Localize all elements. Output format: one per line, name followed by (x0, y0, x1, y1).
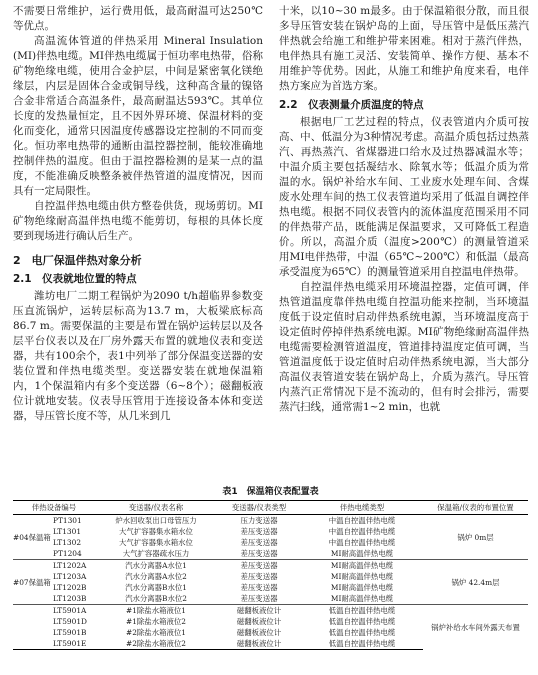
right-column (279, 4, 529, 415)
cell-instrument: #1除盐水箱液位2 (126, 617, 186, 626)
paragraph: 自控温伴热电缆采用环境温控器，定值可调，伴热管道温度靠伴热电缆自控温功能来控制，当环境温度低于设定值时启动伴热系统电源，当环境温度高于设定值时停掉伴热系统电源。MI矿物绝缘耐高温伴热电缆需要检测管道温度，管道排持温度定值可调，当管道温度低于设定值时启动伴热系统电源，当大部分高温仪表管道安装在锅炉岛上，介质为蒸汽。导压管内蒸汽正常情况下是不流动的，但有时会排污，需要蒸汽扫线，通常需1~2 min，也就 (279, 281, 529, 413)
group-label: #07保温箱 (13, 578, 51, 587)
column-header: 伴热设备编号 (13, 501, 95, 515)
cell-tag: LT1202B (53, 583, 87, 592)
cell-instrument: #2除盐水箱液位2 (95, 638, 217, 650)
cell-type: 差压变送器 (240, 594, 278, 603)
cell-tag: LT1302 (53, 538, 82, 547)
cell-cable: 低温自控温伴热电缆 (328, 617, 396, 626)
cell-cable: 低温自控温伴热电缆 (301, 638, 423, 650)
cell-instrument: 大气扩容器疏水压力 (122, 549, 190, 558)
subsection-heading: 2.2 仪表测量介质温度的特点 (279, 99, 424, 111)
cell-tag: LT1301 #04保温箱 (13, 527, 82, 542)
column-header: 变送器/仪表类型 (217, 501, 301, 515)
paragraph: 根据电厂工艺过程的特点，仪表管道内介质可按高、中、低温分为3种情况考虑。高温介质包括过热蒸汽、再热蒸汽、省煤器进口给水及过热器减温水等；中温介质主要包括凝结水、除氧水等；低温介质为常温的水。锅炉补给水车间、工业废水处理车间、含煤废水处理车间的热工仪表管道均采用了低温自调控伴热电缆。根据不同仪表管内的流体温度范围采用不同的伴热带产品，既能满足保温要求，又可降低工程造价。所以，高温介质（温度>200℃）的测量管道采用MI电伴热带，中温（65℃~200℃）和低温（最高承受温度为65℃）的测量管道采用自控温电伴热带。 (279, 116, 529, 278)
column-header: 变送器/仪表名称 (95, 501, 217, 515)
paragraph: 自控温伴热电缆由供方整卷供货，现场剪切。MI矿物绝缘耐高温伴热电缆不能剪切，每根的具体长度要到现场进行确认后生产。 (13, 200, 263, 242)
data-table (13, 500, 528, 650)
cell-cable: 低温自控温伴热电缆 (301, 605, 423, 617)
cell-location: 锅炉 0m层 (423, 515, 528, 560)
cell-tag: LT1203A #07保温箱 (13, 572, 87, 587)
cell-cable: MI耐高温伴热电缆 (301, 560, 423, 572)
cell-tag: LT1203B (53, 594, 87, 603)
paragraph: 十米，以10~30 m最多。由于保温箱很分散，而且很多导压管安装在锅炉岛的上面，导压管中是低压蒸汽伴热就会给施工和维护带来困难。相对于蒸汽伴热，电伴热具有施工灵活、安装简单、操作方便、基本不用维护等优势。因此，从施工和维护角度来看，电伴热方案应为首选方案。 (279, 5, 529, 92)
column-header: 保温箱/仪表的布置位置 (423, 501, 528, 515)
cell-cable: MI耐高温伴热电缆 (330, 583, 394, 592)
cell-type: 差压变送器 (240, 583, 278, 592)
column-header: 伴热电缆类型 (301, 501, 423, 515)
table-row (13, 515, 528, 527)
cell-tag: LT5901B (53, 628, 87, 637)
cell-cable: MI耐高温伴热电缆 (330, 594, 394, 603)
cell-cable: MI耐高温伴热电缆 (330, 549, 394, 558)
cell-type: 磁翻板液位计 (217, 638, 301, 650)
cell-tag: LT1202A (13, 560, 95, 572)
cell-instrument: 炉水回收泵出口母管压力 (95, 515, 217, 527)
section-heading: 2 电厂保温伴热对象分析 (13, 254, 142, 267)
cell-cable: 低温自控温伴热电缆 (328, 628, 396, 637)
cell-type: 差压变送器 (240, 538, 278, 547)
paragraph: 高温流体管道的伴热采用 Mineral Insulation (MI)伴热电缆。MI伴热电缆属于恒功率电热带，俗称矿物绝缘电缆，使用合金护层，中间是紧密氧化镁绝缘层，内层是固体合金或铜导线，这种高含量的镍铬合金非常适合高温条件，最高耐温达593℃。其单位长度的发热量恒定，且不因外界环境、保温材料的变化而变化，通常只因温度传感器设定控制的不同而变化。恒功率电热带的通断由温控器控制，能较准确地控制伴热的温度。但由于温控器检测的是某一点的温度，不能准确反映整条被伴热管道的温度情况，因而具有一定局限性。 (13, 35, 263, 197)
cell-type: 差压变送器 (217, 560, 301, 572)
cell-instrument: #1除盐水箱液位1 (95, 605, 217, 617)
cell-type: 差压变送器 (240, 549, 278, 558)
group-label: #04保温箱 (13, 533, 51, 542)
table-caption: 表1 保温箱仪表配置表 (222, 487, 319, 497)
cell-instrument: 大气扩容器集水箱水位 (119, 527, 193, 536)
paragraph: 不需要日常维护，运行费用低，最高耐温可达250℃等优点。 (13, 5, 263, 32)
subsection-heading: 2.1 仪表就地位置的特点 (13, 273, 137, 285)
cell-cable: 中温自控温伴热电缆 (328, 527, 396, 536)
cell-type: 磁翻板液位计 (217, 605, 301, 617)
cell-instrument: #2除盐水箱液位1 (126, 628, 186, 637)
cell-instrument: 汽水分离器A水位1 (95, 560, 217, 572)
cell-location: 锅炉补给水车间外露天布置 (423, 605, 528, 650)
table-row (13, 560, 528, 572)
cell-instrument: 汽水分离器B水位2 (125, 594, 187, 603)
cell-tag: PT1204 (53, 549, 82, 558)
cell-instrument: 汽水分离器A水位2 (125, 572, 187, 581)
cell-tag: LT5901A (13, 605, 95, 617)
cell-location: 锅炉 42.4m层 (423, 560, 528, 605)
cell-cable: 中温自控温伴热电缆 (301, 515, 423, 527)
table-header-row (13, 501, 528, 515)
cell-tag: LT5901D (53, 617, 87, 626)
cell-instrument: 汽水分离器B水位1 (125, 583, 187, 592)
instrument-table (13, 486, 528, 650)
cell-instrument: 大气扩容器集水箱水位 (119, 538, 193, 547)
cell-type: 磁翻板液位计 (236, 617, 282, 626)
cell-cable: 中温自控温伴热电缆 (328, 538, 396, 547)
cell-tag: PT1301 (13, 515, 95, 527)
cell-tag: LT5901E (13, 638, 95, 650)
left-column (13, 4, 263, 424)
cell-type: 磁翻板液位计 (236, 628, 282, 637)
table-row (13, 605, 528, 617)
cell-cable: MI耐高温伴热电缆 (330, 572, 394, 581)
paragraph: 潍坊电厂二期工程锅炉为2090 t/h超临界参数变压直流锅炉，运转层标高为13.7 m，大板梁底标高86.7 m。需要保温的主要是布置在锅炉运转层以及各层平台仪表以及在厂房外露天布置的就地仪表和变送器，共有100余个，表1中列举了部分保温变送器的安装位置和伴热电缆类型。变送器安装在就地保温箱内，1个保温箱内有多个变送器（6~8个）；磁翻板液位计就地安装。仪表导压管用于连接设备本体和变送器，导压管长度不等，从几米到几 (13, 290, 263, 422)
cell-type: 压力变送器 (217, 515, 301, 527)
cell-type: 差压变送器 (240, 527, 278, 536)
cell-type: 差压变送器 (240, 572, 278, 581)
